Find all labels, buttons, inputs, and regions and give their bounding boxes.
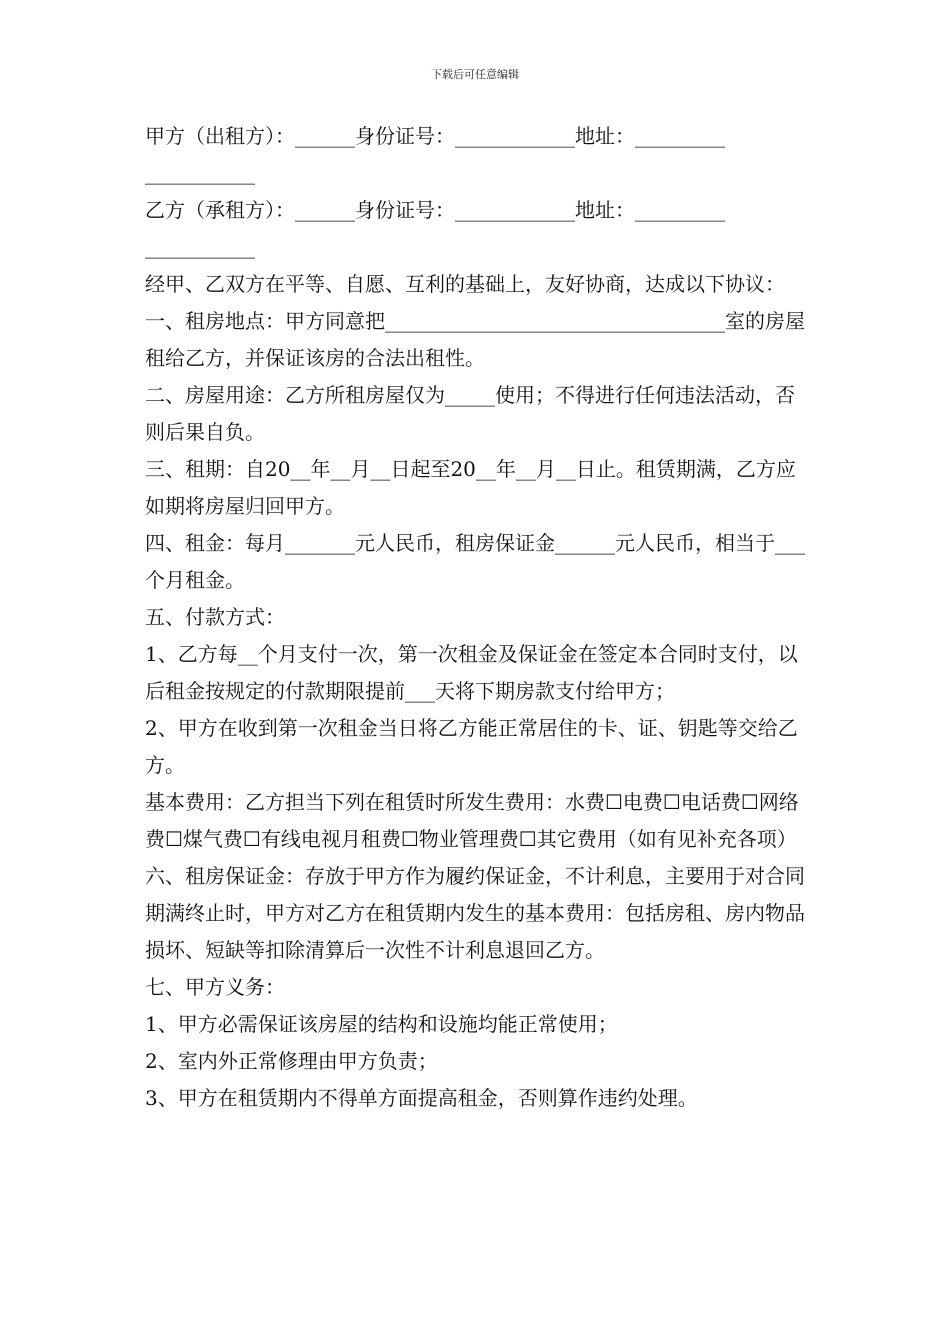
- party-b-continuation: ___________: [145, 235, 255, 259]
- clause-landlord-duties-heading: 七、甲方义务：: [145, 975, 285, 999]
- party-b-line: 乙方（承租方）：______身份证号：____________地址：_________: [145, 198, 725, 222]
- contract-body: [145, 118, 807, 1117]
- page-header: 下载后可任意编辑: [431, 68, 519, 81]
- clause-landlord-duty-2: 2、室内外正常修理由甲方负责；: [145, 1049, 438, 1073]
- intro-paragraph: 经甲、乙双方在平等、自愿、互利的基础上，友好协商，达成以下协议：: [145, 272, 785, 296]
- clause-rent: 四、租金：每月_______元人民币，租房保证金______元人民币，相当于___个月租金。: [145, 531, 805, 592]
- clause-deposit: 六、租房保证金：存放于甲方作为履约保证金，不计利息，主要用于对合同期满终止时，甲方对乙方在租赁期内发生的基本费用：包括房租、房内物品损坏、短缺等扣除清算后一次性不计利息退回乙方。: [145, 864, 805, 962]
- clause-location: 一、租房地点：甲方同意把__________________________________室的房屋租给乙方，并保证该房的合法出租性。: [145, 309, 805, 370]
- clause-payment-heading: 五、付款方式：: [145, 605, 285, 629]
- clause-landlord-duty-3: 3、甲方在租赁期内不得单方面提高租金，否则算作违约处理。: [145, 1086, 698, 1110]
- clause-payment-item-1: 1、乙方每__个月支付一次，第一次租金及保证金在签定本合同时支付，以后租金按规定的付款期限提前___天将下期房款支付给甲方；: [145, 642, 798, 703]
- basic-fees-paragraph: 基本费用：乙方担当下列在租赁时所发生费用：水费☐电费☐电话费☐网络费☐煤气费☐有线电视月租费☐物业管理费☐其它费用（如有见补充各项）: [145, 790, 799, 851]
- clause-usage: 二、房屋用途：乙方所租房屋仅为_____使用；不得进行任何违法活动，否则后果自负。: [145, 383, 795, 444]
- clause-term: 三、租期：自20__年__月__日起至20__年__月__日止。租赁期满，乙方应如期将房屋归回甲方。: [145, 457, 796, 518]
- party-a-continuation: ___________: [145, 161, 255, 185]
- clause-landlord-duty-1: 1、甲方必需保证该房屋的结构和设施均能正常使用；: [145, 1012, 618, 1036]
- party-a-line: 甲方（出租方）：______身份证号：____________地址：_________: [145, 124, 725, 148]
- clause-payment-item-2: 2、甲方在收到第一次租金当日将乙方能正常居住的卡、证、钥匙等交给乙方。: [145, 716, 798, 777]
